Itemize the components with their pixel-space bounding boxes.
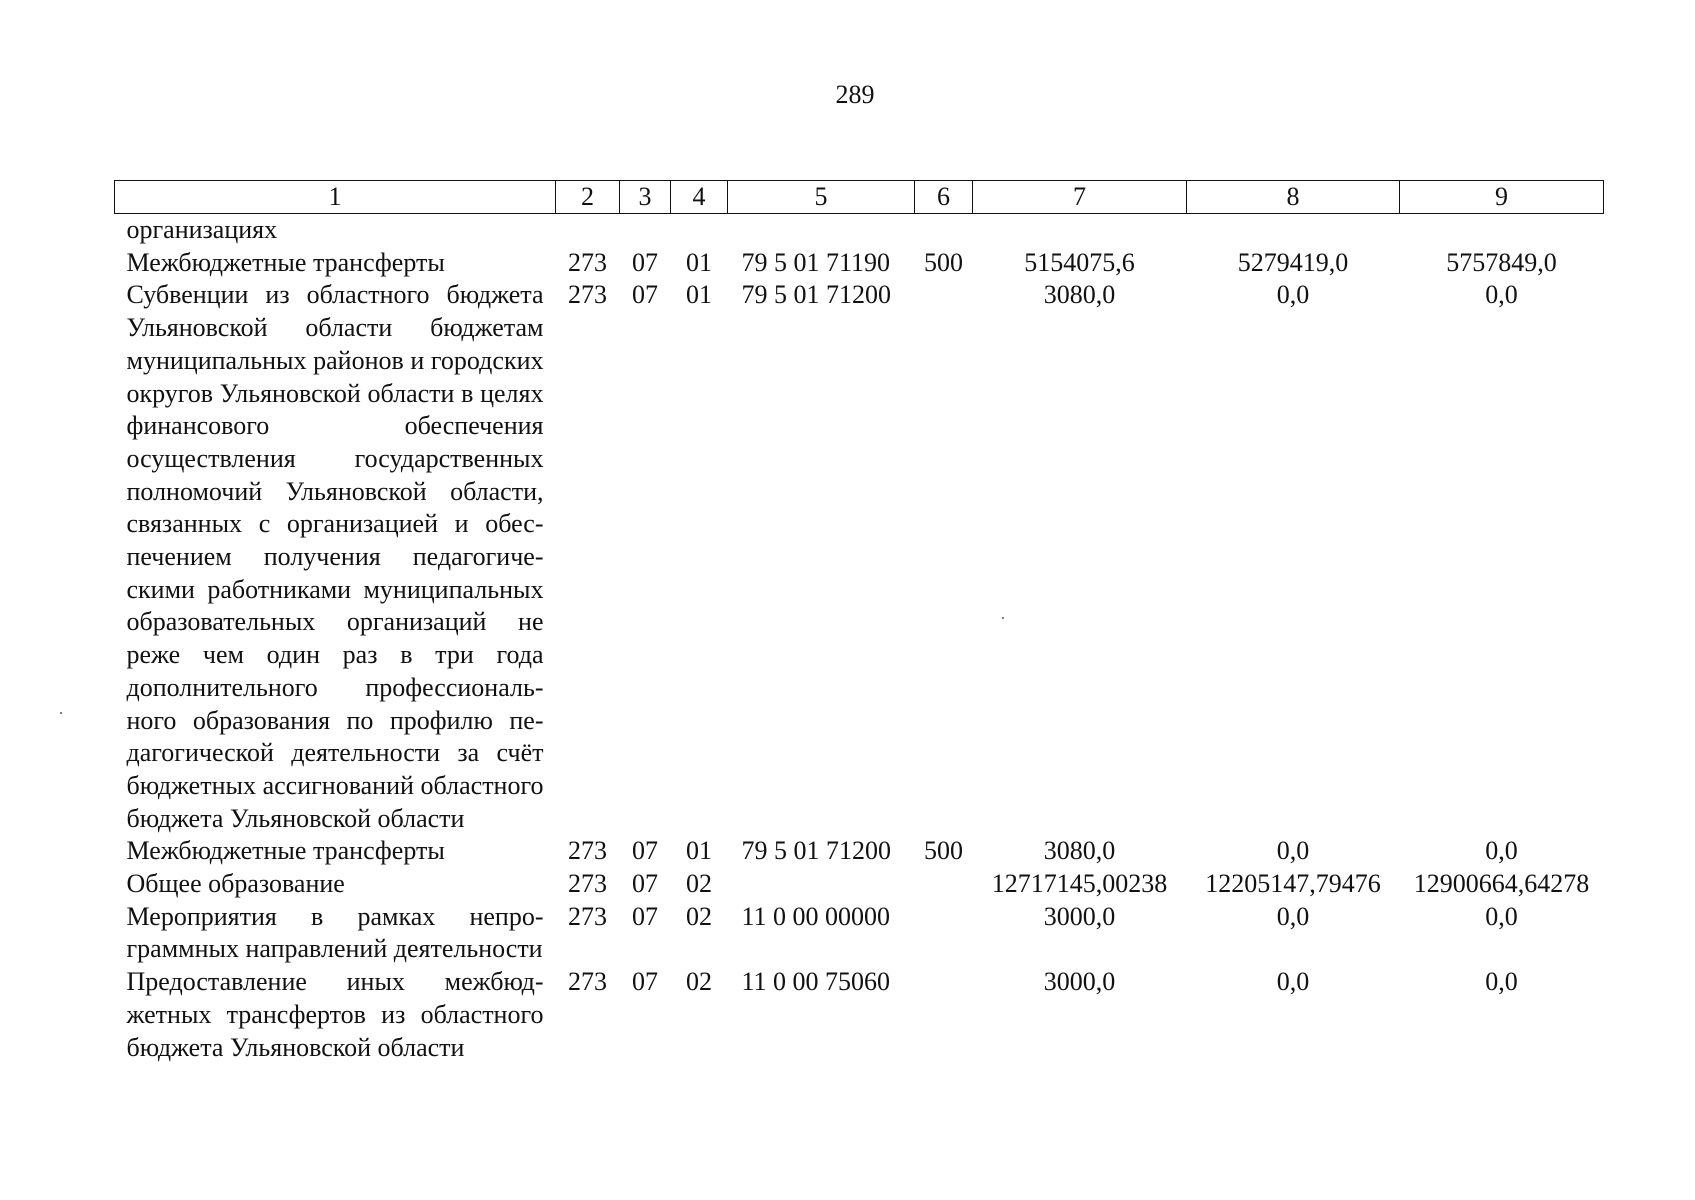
row-amount-col7: 3080,0 [1043, 280, 1116, 310]
table-row [115, 901, 1604, 966]
row-subsection-code: 01 [686, 836, 712, 866]
column-header-3: 3 [620, 181, 671, 214]
row-expense-type [915, 901, 973, 966]
row-amount-col9 [1400, 214, 1604, 247]
row-expense-type [915, 279, 973, 835]
row-amount-col9: 0,0 [1485, 280, 1518, 310]
table-row [115, 835, 1604, 868]
table-row [115, 214, 1604, 247]
row-amount-col7: 12717145,00238 [991, 869, 1168, 899]
column-header-4: 4 [671, 181, 728, 214]
row-target-article: 79 5 01 71200 [741, 836, 891, 866]
column-header-7: 7 [973, 181, 1187, 214]
row-name-cell: Субвенции из областного бюджета Ульяновской области бюджетам муниципальных районов и городских округов Ульяновской области в целях финансового обеспечения осуществления государственных полномочий Ульяновской области, связанных с организацией и обеспечением получения педагогическими работниками муниципальных образовательных организаций не реже чем один раз в три года дополнительного профессионального образования по профилю педагогической деятельности за счёт бюджетных ассигнований областного бюджета Ульяновской области [126, 280, 544, 833]
row-amount-col7: 3000,0 [1043, 901, 1116, 931]
row-ministry-code: 273 [568, 247, 607, 277]
row-ministry-code: 273 [568, 869, 607, 899]
row-section-code [620, 214, 671, 247]
row-amount-col7: 5154075,6 [1024, 247, 1135, 277]
row-name-cell: Межбюджетные трансферты [126, 247, 445, 277]
row-section-code: 07 [632, 901, 658, 931]
row-amount-col8: 0,0 [1276, 901, 1310, 931]
row-subsection-code: 02 [686, 901, 712, 931]
row-name-cell: Мероприятия в рамках непрограммных направлений деятельности [126, 901, 544, 964]
row-section-code: 07 [632, 247, 658, 277]
row-amount-col9: 12900664,64278 [1413, 869, 1590, 899]
row-expense-type [915, 868, 973, 901]
column-header-8: 8 [1187, 181, 1400, 214]
row-subsection-code [671, 214, 728, 247]
row-amount-col8: 0,0 [1276, 836, 1310, 866]
scan-speck [1002, 617, 1004, 619]
row-amount-col9: 0,0 [1485, 836, 1518, 866]
row-name-cell: Межбюджетные трансферты [126, 836, 445, 866]
row-name-cell: Предоставление иных межбюджетных трансфертов из областного бюджета Ульяновской области [126, 967, 544, 1062]
budget-table [114, 180, 1604, 1064]
row-expense-type [915, 214, 973, 247]
row-amount-col7: 3080,0 [1043, 836, 1116, 866]
row-subsection-code: 01 [686, 247, 712, 277]
row-amount-col9: 0,0 [1485, 967, 1518, 997]
row-subsection-code: 02 [686, 967, 712, 997]
row-amount-col7: 3000,0 [1043, 967, 1116, 997]
page-number: 289 [835, 80, 875, 109]
row-name-cell: Общее образование [126, 869, 345, 899]
table-header-row [115, 181, 1604, 214]
column-header-5: 5 [728, 181, 915, 214]
table-row [115, 247, 1604, 280]
table-row [115, 868, 1604, 901]
column-header-1: 1 [115, 181, 556, 214]
row-expense-type: 500 [924, 836, 963, 866]
row-subsection-code: 01 [686, 280, 712, 310]
row-target-article: 79 5 01 71190 [741, 247, 891, 277]
row-target-article: 11 0 00 75060 [741, 967, 891, 997]
row-target-article: 79 5 01 71200 [741, 280, 891, 310]
row-target-article [728, 868, 915, 901]
row-amount-col7 [973, 214, 1187, 247]
row-ministry-code: 273 [568, 901, 607, 931]
row-amount-col9: 0,0 [1485, 901, 1518, 931]
row-amount-col8: 0,0 [1276, 280, 1310, 310]
row-amount-col9: 5757849,0 [1446, 247, 1557, 277]
row-ministry-code: 273 [568, 836, 607, 866]
row-target-article [728, 214, 915, 247]
row-section-code: 07 [632, 836, 658, 866]
row-target-article: 11 0 00 00000 [741, 901, 891, 931]
scan-speck [60, 712, 62, 714]
table-row [115, 966, 1604, 1064]
row-expense-type: 500 [924, 247, 963, 277]
row-amount-col8 [1187, 214, 1400, 247]
row-ministry-code: 273 [568, 280, 607, 310]
row-section-code: 07 [632, 280, 658, 310]
row-amount-col8: 12205147,79476 [1205, 869, 1381, 899]
column-header-6: 6 [915, 181, 973, 214]
column-header-2: 2 [556, 181, 620, 214]
row-name-cell: организациях [126, 215, 278, 244]
row-amount-col8: 5279419,0 [1237, 247, 1349, 277]
table-row [115, 279, 1604, 835]
row-ministry-code: 273 [568, 967, 607, 997]
row-amount-col8: 0,0 [1276, 967, 1310, 997]
row-ministry-code [556, 214, 620, 247]
row-expense-type [915, 966, 973, 1064]
row-section-code: 07 [632, 869, 658, 899]
row-section-code: 07 [632, 967, 658, 997]
column-header-9: 9 [1400, 181, 1604, 214]
row-subsection-code: 02 [686, 869, 712, 899]
